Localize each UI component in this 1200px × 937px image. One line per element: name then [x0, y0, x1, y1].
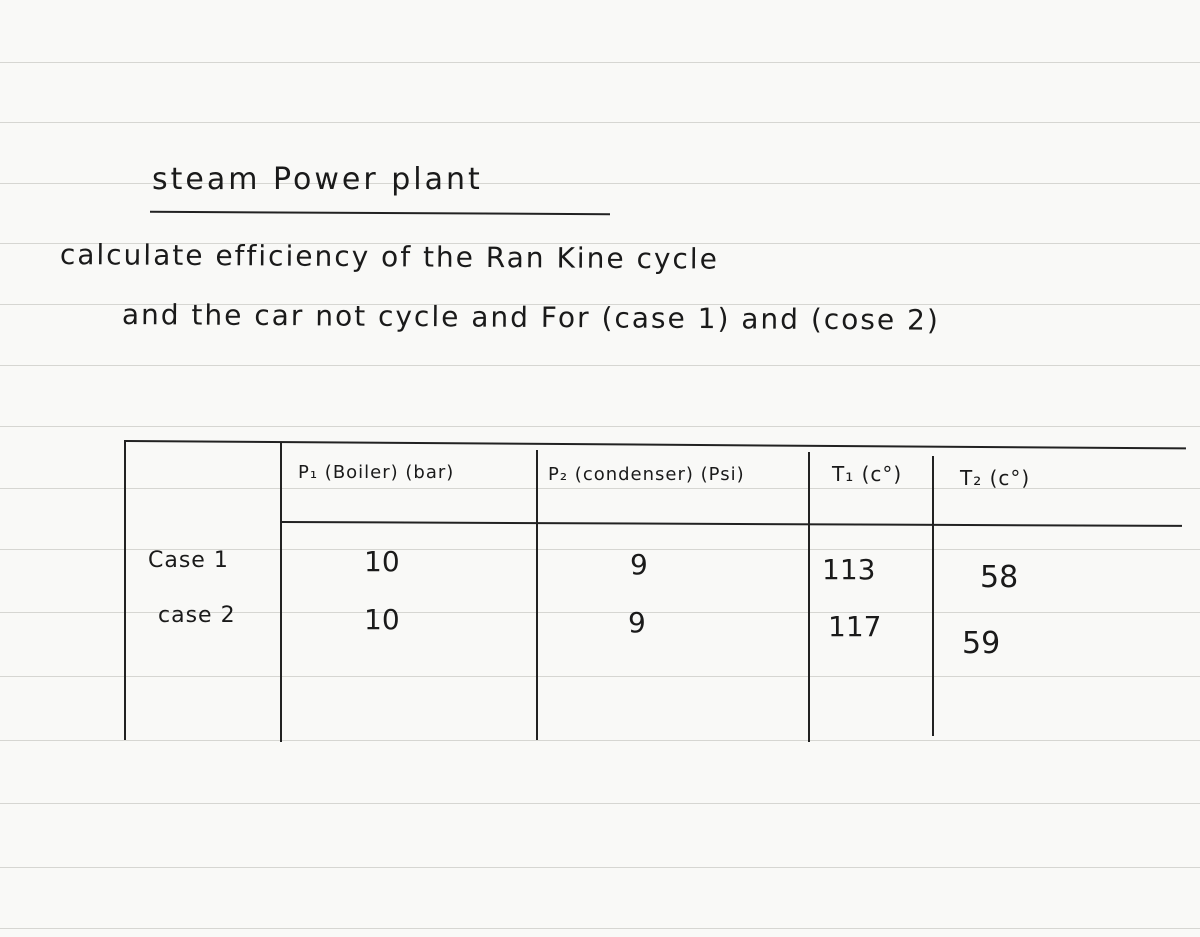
ruled-line — [0, 676, 1200, 677]
column-divider — [808, 452, 810, 742]
ruled-line — [0, 803, 1200, 804]
instruction-line-1: calculate efficiency of the Ran Kine cycle — [59, 238, 719, 276]
table-left-border — [124, 440, 126, 740]
row-label-case-1: Case 1 — [148, 548, 229, 573]
page-title: steam Power plant — [152, 162, 483, 197]
column-divider — [280, 442, 282, 742]
title-underline — [150, 211, 610, 215]
table-top-border — [126, 440, 1186, 449]
ruled-line — [0, 62, 1200, 63]
ruled-line — [0, 426, 1200, 427]
case-1-p2: 9 — [630, 548, 648, 581]
case-2-t1: 117 — [828, 610, 882, 643]
ruled-line — [0, 867, 1200, 868]
column-divider — [932, 456, 934, 736]
case-2-t2: 59 — [962, 626, 1001, 661]
header-p2-condenser: P₂ (condenser) (Psi) — [548, 464, 745, 485]
case-2-p2: 9 — [628, 606, 646, 639]
column-divider — [536, 450, 538, 740]
instruction-line-2: and the car not cycle and For (case 1) and (cose 2) — [121, 298, 940, 337]
ruled-line — [0, 740, 1200, 741]
ruled-line — [0, 122, 1200, 123]
header-t2: T₂ (c°) — [960, 466, 1031, 490]
row-label-case-2: case 2 — [158, 603, 236, 628]
case-1-p1: 10 — [364, 545, 400, 578]
header-bottom-border — [282, 521, 1182, 527]
header-t1: T₁ (c°) — [832, 462, 903, 486]
case-2-p1: 10 — [364, 603, 400, 636]
ruled-line — [0, 365, 1200, 366]
ruled-line — [0, 928, 1200, 929]
case-1-t2: 58 — [980, 560, 1019, 595]
header-p1-boiler: P₁ (Boiler) (bar) — [298, 462, 455, 483]
case-1-t1: 113 — [822, 553, 876, 586]
